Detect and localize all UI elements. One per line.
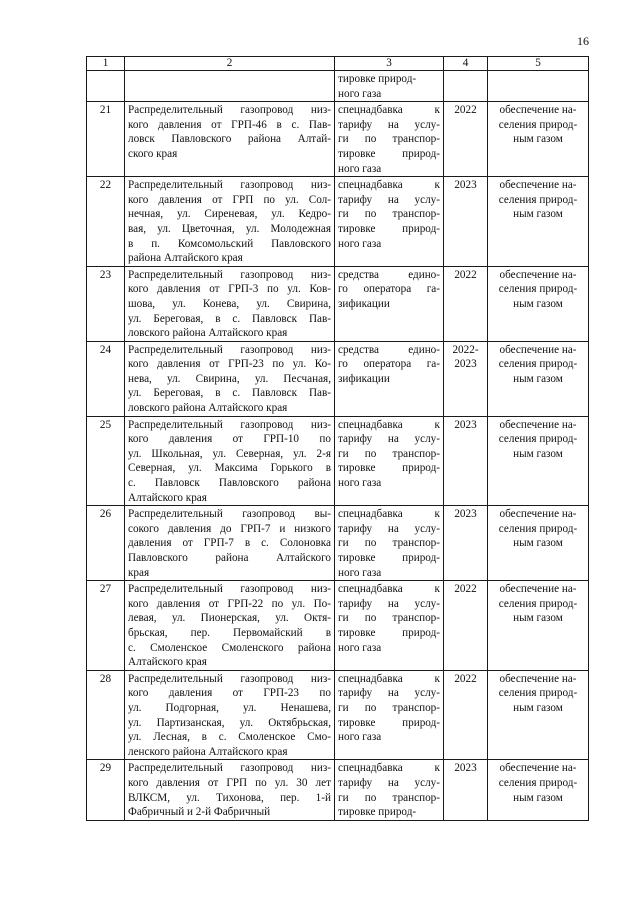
table-row	[87, 581, 589, 671]
table-row	[87, 177, 589, 267]
purpose-line: обеспечение на-	[499, 343, 577, 356]
object-name-line: кого давления от ГРП-3 по ул. Ков-	[128, 283, 331, 296]
object-name-line: Распределительный газопровод низ-	[128, 762, 331, 775]
continuation-source-cell	[335, 71, 444, 102]
purpose-cell	[488, 760, 589, 820]
funding-source-cell	[335, 760, 444, 820]
row-number-cell: 24	[87, 341, 125, 416]
object-name-line: ул. Береговая, в с. Павловск Пав-	[128, 387, 331, 400]
implementation-year-line: 2022	[454, 583, 477, 596]
funding-source-line: тировке природ-	[338, 222, 440, 235]
continuation-row	[87, 71, 589, 102]
implementation-year-cell	[444, 760, 488, 820]
row-number-cell: 29	[87, 760, 125, 820]
implementation-year-cell	[444, 177, 488, 267]
funding-source-line: спецнадбавка к	[338, 418, 440, 431]
table-row	[87, 670, 589, 760]
funding-source-line: ного газа	[338, 237, 382, 250]
funding-source-cell	[335, 266, 444, 341]
purpose-line: ным газом	[513, 537, 563, 550]
object-name-line: ул. Лесная, в с. Смоленское Смо-	[128, 731, 331, 744]
funding-source-line: тарифу на услу-	[338, 522, 440, 535]
funding-source-line: ги по транспор-	[338, 133, 440, 146]
funding-source-line: тировке природ-	[338, 626, 440, 639]
continuation-name-cell	[125, 71, 335, 102]
funding-source-line: ного газа	[338, 731, 382, 744]
implementation-year-cell	[444, 670, 488, 760]
column-number-4: 4	[444, 57, 488, 71]
object-name-line: вая, ул. Цветочная, ул. Молодежная	[128, 222, 331, 235]
funding-source-line: спецнадбавка к	[338, 179, 440, 192]
purpose-line: селения природ-	[498, 283, 578, 296]
funding-source-line: ги по транспор-	[338, 612, 440, 625]
purpose-cell	[488, 102, 589, 177]
implementation-year-cell	[444, 506, 488, 581]
table-row	[87, 506, 589, 581]
object-name-line: ул. Партизанская, ул. Октябрьская,	[128, 716, 331, 729]
funding-source-line: ги по транспор-	[338, 447, 440, 460]
object-name-line: Распределительный газопровод низ-	[128, 343, 331, 356]
funding-source-line: тировке природ-	[338, 462, 440, 475]
object-name-cell	[125, 581, 335, 671]
purpose-cell	[488, 506, 589, 581]
implementation-year-line: 2022-	[452, 343, 479, 356]
funding-source-line: ного газа	[338, 162, 382, 175]
purpose-cell	[488, 416, 589, 506]
implementation-year-cell	[444, 102, 488, 177]
object-name-line: левая, ул. Пионерская, ул. Октя-	[128, 612, 331, 625]
purpose-line: обеспечение на-	[499, 583, 577, 596]
funding-source-cell	[335, 506, 444, 581]
table-row	[87, 416, 589, 506]
purpose-line: обеспечение на-	[499, 268, 577, 281]
funding-source-line: спецнадбавка к	[338, 104, 440, 117]
table-row	[87, 760, 589, 820]
purpose-line: селения природ-	[498, 358, 578, 371]
funding-source-line: средства едино-	[338, 343, 440, 356]
object-name-line: ул. Школьная, ул. Северная, ул. 2-я	[128, 447, 331, 460]
funding-source-line: средства едино-	[338, 268, 440, 281]
object-name-cell	[125, 341, 335, 416]
purpose-line: обеспечение на-	[499, 508, 577, 521]
gas-pipeline-table	[86, 56, 589, 821]
funding-source-line: тарифу на услу-	[338, 193, 440, 206]
object-name-line: Распределительный газопровод низ-	[128, 268, 331, 281]
funding-source-line: ного газа	[338, 477, 382, 490]
object-name-line: Фабричный и 2-й Фабричный	[128, 806, 271, 819]
purpose-line: ным газом	[513, 791, 563, 804]
object-name-line: Распределительный газопровод низ-	[128, 583, 331, 596]
object-name-cell	[125, 177, 335, 267]
object-name-line: шова, ул. Конева, ул. Свирина,	[128, 297, 331, 310]
purpose-cell	[488, 670, 589, 760]
column-number-5: 5	[488, 57, 589, 71]
object-name-line: ул. Береговая, в с. Павловск Пав-	[128, 312, 331, 325]
implementation-year-line: 2023	[454, 179, 477, 192]
implementation-year-line: 2023	[454, 762, 477, 775]
object-name-line: кого давления от ГРП по ул. 30 лет	[128, 776, 331, 789]
object-name-line: Распределительный газопровод низ-	[128, 179, 331, 192]
row-number-cell: 22	[87, 177, 125, 267]
implementation-year-line: 2023	[454, 358, 477, 371]
object-name-line: давления от ГРП-7 в с. Солоновка	[128, 537, 331, 550]
implementation-year-line: 2022	[454, 672, 477, 685]
purpose-line: селения природ-	[498, 193, 578, 206]
object-name-line: Распределительный газопровод низ-	[128, 418, 331, 431]
table-row	[87, 266, 589, 341]
funding-source-cell	[335, 416, 444, 506]
object-name-line: Алтайского края	[128, 656, 207, 669]
object-name-line: сокого давления до ГРП-7 и низкого	[128, 522, 331, 535]
funding-source-cell	[335, 341, 444, 416]
purpose-line: селения природ-	[498, 118, 578, 131]
funding-source-line: тарифу на услу-	[338, 597, 440, 610]
object-name-cell	[125, 506, 335, 581]
funding-source-cell	[335, 670, 444, 760]
funding-source-cell	[335, 581, 444, 671]
purpose-line: обеспечение на-	[499, 672, 577, 685]
object-name-line: ловского района Алтайского края	[128, 327, 288, 340]
purpose-line: обеспечение на-	[499, 179, 577, 192]
row-number-cell: 21	[87, 102, 125, 177]
page-number: 16	[577, 34, 589, 48]
column-number-header-row	[87, 57, 589, 71]
funding-source-cell	[335, 177, 444, 267]
row-number-cell: 25	[87, 416, 125, 506]
object-name-line: кого давления от ГРП-10 по	[128, 433, 331, 446]
object-name-line: кого давления от ГРП-22 по ул. По-	[128, 597, 331, 610]
implementation-year-cell	[444, 266, 488, 341]
continuation-year-cell	[444, 71, 488, 102]
funding-source-line: тарифу на услу-	[338, 118, 440, 131]
funding-source-line: зификации	[338, 372, 390, 385]
implementation-year-line: 2022	[454, 104, 477, 117]
funding-source-line: ги по транспор-	[338, 537, 440, 550]
purpose-line: селения природ-	[498, 776, 578, 789]
object-name-line: ского края	[128, 147, 178, 160]
purpose-cell	[488, 177, 589, 267]
object-name-line: кого давления от ГРП-23 по ул. Ко-	[128, 358, 331, 371]
purpose-line: обеспечение на-	[499, 762, 577, 775]
object-name-line: кого давления от ГРП-46 в с. Пав-	[128, 118, 331, 131]
implementation-year-line: 2023	[454, 418, 477, 431]
object-name-cell	[125, 102, 335, 177]
purpose-line: ным газом	[513, 701, 563, 714]
funding-source-line: ного газа	[338, 641, 382, 654]
implementation-year-cell	[444, 416, 488, 506]
funding-source-line: спецнадбавка к	[338, 672, 440, 685]
object-name-line: в п. Комсомольский Павловского	[128, 237, 331, 250]
funding-source-line: го оператора га-	[338, 283, 440, 296]
purpose-line: ным газом	[513, 297, 563, 310]
purpose-line: селения природ-	[498, 687, 578, 700]
row-number-cell: 27	[87, 581, 125, 671]
object-name-line: нева, ул. Свирина, ул. Песчаная,	[128, 372, 331, 385]
object-name-line: с. Смоленское Смоленского района	[128, 641, 331, 654]
object-name-line: Северная, ул. Максима Горького в	[128, 462, 331, 475]
purpose-line: ным газом	[513, 372, 563, 385]
continuation-num-cell	[87, 71, 125, 102]
column-number-2: 2	[125, 57, 335, 71]
purpose-line: ным газом	[513, 447, 563, 460]
object-name-line: нечная, ул. Сиреневая, ул. Кедро-	[128, 208, 331, 221]
implementation-year-line: 2022	[454, 268, 477, 281]
purpose-cell	[488, 581, 589, 671]
object-name-line: ловск Павловского района Алтай-	[128, 133, 331, 146]
row-number-cell: 28	[87, 670, 125, 760]
object-name-line: Распределительный газопровод вы-	[128, 508, 331, 521]
implementation-year-cell	[444, 581, 488, 671]
object-name-line: брьская, пер. Первомайский в	[128, 626, 331, 639]
object-name-line: кого давления от ГРП-23 по	[128, 687, 331, 700]
implementation-year-line: 2023	[454, 508, 477, 521]
purpose-line: обеспечение на-	[499, 104, 577, 117]
funding-source-line: спецнадбавка к	[338, 508, 440, 521]
funding-source-line: зификации	[338, 297, 390, 310]
funding-source-line: ги по транспор-	[338, 701, 440, 714]
purpose-line: ным газом	[513, 208, 563, 221]
funding-source-line: ного газа	[338, 566, 382, 579]
purpose-line: ным газом	[513, 133, 563, 146]
purpose-cell	[488, 341, 589, 416]
funding-source-line: тировке природ-	[338, 147, 440, 160]
object-name-line: с. Павловск Павловского района	[128, 477, 331, 490]
object-name-line: ул. Подгорная, ул. Ненашева,	[128, 701, 331, 714]
object-name-line: ловского района Алтайского края	[128, 402, 288, 415]
continuation-purpose-cell	[488, 71, 589, 102]
funding-source-line: спецнадбавка к	[338, 762, 440, 775]
column-number-3: 3	[335, 57, 444, 71]
funding-source-line: тарифу на услу-	[338, 687, 440, 700]
table-row	[87, 341, 589, 416]
implementation-year-cell	[444, 341, 488, 416]
purpose-cell	[488, 266, 589, 341]
object-name-line: Распределительный газопровод низ-	[128, 104, 331, 117]
funding-source-line: тарифу на услу-	[338, 776, 440, 789]
object-name-line: ВЛКСМ, ул. Тихонова, пер. 1-й	[128, 791, 331, 804]
funding-source-line: ги по транспор-	[338, 791, 440, 804]
funding-source-line: тировке природ-	[338, 552, 440, 564]
continuation-source-line: ного газа	[338, 87, 382, 100]
purpose-line: селения природ-	[498, 433, 578, 446]
funding-source-line: тировке природ-	[338, 716, 440, 729]
funding-source-line: тарифу на услу-	[338, 433, 440, 446]
funding-source-line: го оператора га-	[338, 358, 440, 371]
row-number-cell: 23	[87, 266, 125, 341]
object-name-line: Павловского района Алтайского	[128, 552, 331, 564]
purpose-line: ным газом	[513, 612, 563, 625]
object-name-line: края	[128, 566, 150, 579]
funding-source-line: тировке природ-	[338, 806, 417, 819]
object-name-cell	[125, 760, 335, 820]
object-name-line: Алтайского края	[128, 491, 207, 504]
funding-source-line: спецнадбавка к	[338, 583, 440, 596]
table-row	[87, 102, 589, 177]
object-name-cell	[125, 670, 335, 760]
column-number-1: 1	[87, 57, 125, 71]
object-name-line: ленского района Алтайского края	[128, 745, 288, 758]
purpose-line: селения природ-	[498, 522, 578, 535]
purpose-line: селения природ-	[498, 597, 578, 610]
object-name-cell	[125, 416, 335, 506]
funding-source-line: ги по транспор-	[338, 208, 440, 221]
object-name-line: кого давления от ГРП по ул. Сол-	[128, 193, 331, 206]
object-name-cell	[125, 266, 335, 341]
funding-source-cell	[335, 102, 444, 177]
purpose-line: обеспечение на-	[499, 418, 577, 431]
row-number-cell: 26	[87, 506, 125, 581]
continuation-source-line: тировке природ-	[338, 73, 417, 85]
object-name-line: Распределительный газопровод низ-	[128, 672, 331, 685]
object-name-line: района Алтайского края	[128, 252, 243, 265]
